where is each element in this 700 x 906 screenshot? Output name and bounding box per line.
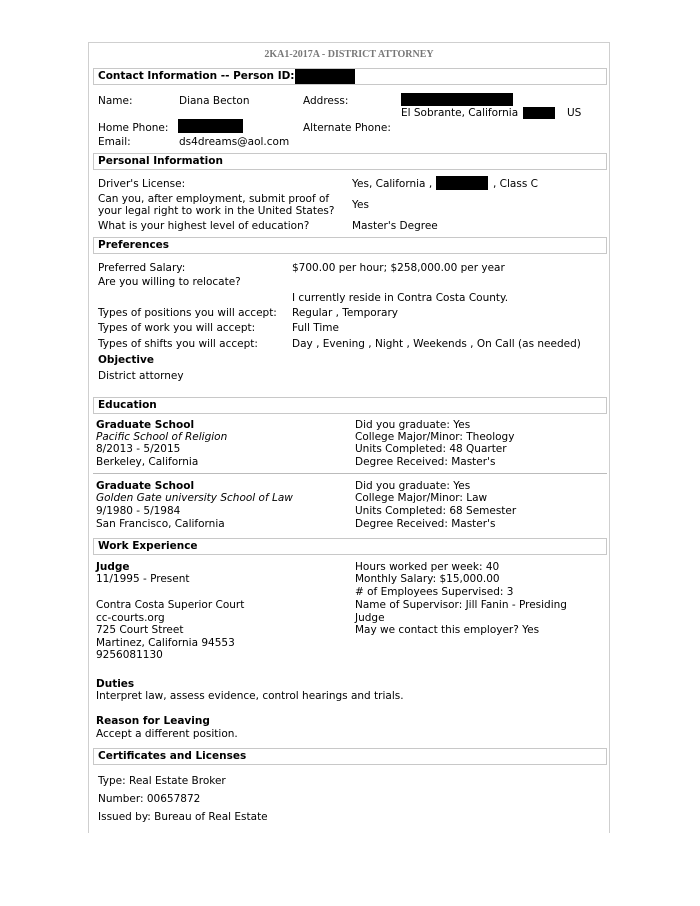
- education-level-label: What is your highest level of education?: [98, 220, 310, 232]
- positions-value: Regular , Temporary: [292, 307, 398, 319]
- personal-section-header: [93, 153, 607, 170]
- education-units: Units Completed: 48 Quarter: [355, 443, 507, 455]
- certificate-number: Number: 00657872: [98, 793, 201, 805]
- education-degree: Degree Received: Master's: [355, 518, 496, 530]
- objective-label: Objective: [98, 354, 154, 366]
- home-phone-label: Home Phone:: [98, 122, 169, 134]
- employer-phone: 9256081130: [96, 649, 163, 661]
- employer-name: Contra Costa Superior Court: [96, 599, 245, 611]
- duties-label: Duties: [96, 678, 135, 690]
- salary-label: Preferred Salary:: [98, 262, 186, 274]
- email-label: Email:: [98, 136, 131, 148]
- employees-supervised: # of Employees Supervised: 3: [355, 586, 514, 598]
- person-id-redaction: [295, 69, 355, 84]
- work-proof-question-line2: your legal right to work in the United States?: [98, 205, 335, 217]
- job-title: Judge: [96, 561, 130, 573]
- work-proof-value: Yes: [352, 199, 369, 211]
- email-value: ds4dreams@aol.com: [179, 136, 290, 148]
- education-divider: [93, 473, 607, 474]
- certificate-issuer: Issued by: Bureau of Real Estate: [98, 811, 268, 823]
- work-type-value: Full Time: [292, 322, 339, 334]
- supervisor-name-line1: Name of Supervisor: Jill Fanin - Presiding: [355, 599, 567, 611]
- drivers-license-suffix: , Class C: [493, 178, 538, 190]
- contact-section-label: Contact Information -- Person ID:: [98, 70, 295, 82]
- monthly-salary: Monthly Salary: $15,000.00: [355, 573, 500, 585]
- hours-per-week: Hours worked per week: 40: [355, 561, 500, 573]
- preferences-section-label: Preferences: [98, 239, 170, 251]
- application-page: [88, 42, 610, 833]
- salary-value: $700.00 per hour; $258,000.00 per year: [292, 262, 505, 274]
- objective-value: District attorney: [98, 370, 184, 382]
- certificates-section-header: [93, 748, 607, 765]
- employer-street: 725 Court Street: [96, 624, 184, 636]
- personal-section-label: Personal Information: [98, 155, 223, 167]
- education-major: College Major/Minor: Theology: [355, 431, 515, 443]
- name-label: Name:: [98, 95, 133, 107]
- education-location: San Francisco, California: [96, 518, 225, 530]
- employer-website: cc-courts.org: [96, 612, 165, 624]
- education-graduated: Did you graduate: Yes: [355, 419, 471, 431]
- positions-label: Types of positions you will accept:: [98, 307, 277, 319]
- address-label: Address:: [303, 95, 349, 107]
- shifts-value: Day , Evening , Night , Weekends , On Call (as needed): [292, 338, 581, 350]
- education-major: College Major/Minor: Law: [355, 492, 488, 504]
- work-section-header: [93, 538, 607, 555]
- education-dates: 8/2013 - 5/2015: [96, 443, 181, 455]
- certificates-section-label: Certificates and Licenses: [98, 750, 247, 762]
- education-units: Units Completed: 68 Semester: [355, 505, 517, 517]
- address-zip-redaction: [523, 107, 555, 119]
- reason-for-leaving-value: Accept a different position.: [96, 728, 238, 740]
- alternate-phone-label: Alternate Phone:: [303, 122, 391, 134]
- reason-for-leaving-label: Reason for Leaving: [96, 715, 210, 727]
- work-section-label: Work Experience: [98, 540, 198, 552]
- education-section-label: Education: [98, 399, 157, 411]
- preferences-section-header: [93, 237, 607, 254]
- work-proof-question-line1: Can you, after employment, submit proof of: [98, 193, 330, 205]
- education-level-value: Master's Degree: [352, 220, 438, 232]
- address-street-redaction: [401, 93, 513, 106]
- relocate-label: Are you willing to relocate?: [98, 276, 241, 288]
- address-city: El Sobrante, California: [401, 107, 519, 119]
- document-title: 2KA1-2017A - DISTRICT ATTORNEY: [264, 49, 434, 60]
- education-dates: 9/1980 - 5/1984: [96, 505, 181, 517]
- supervisor-name-line2: Judge: [355, 612, 385, 624]
- drivers-license-prefix: Yes, California ,: [352, 178, 433, 190]
- education-level: Graduate School: [96, 480, 195, 492]
- education-school: Pacific School of Religion: [96, 431, 228, 443]
- education-graduated: Did you graduate: Yes: [355, 480, 471, 492]
- certificate-type: Type: Real Estate Broker: [98, 775, 226, 787]
- employer-city: Martinez, California 94553: [96, 637, 235, 649]
- name-value: Diana Becton: [179, 95, 250, 107]
- shifts-label: Types of shifts you will accept:: [98, 338, 258, 350]
- education-section-header: [93, 397, 607, 414]
- education-location: Berkeley, California: [96, 456, 199, 468]
- education-school: Golden Gate university School of Law: [96, 492, 293, 504]
- duties-value: Interpret law, assess evidence, control hearings and trials.: [96, 690, 404, 702]
- drivers-license-redaction: [436, 176, 488, 190]
- work-type-label: Types of work you will accept:: [98, 322, 256, 334]
- relocate-value: I currently reside in Contra Costa County.: [292, 292, 509, 304]
- address-country: US: [567, 107, 582, 119]
- education-degree: Degree Received: Master's: [355, 456, 496, 468]
- job-dates: 11/1995 - Present: [96, 573, 190, 585]
- education-level: Graduate School: [96, 419, 195, 431]
- home-phone-redaction: [178, 119, 243, 133]
- contact-employer: May we contact this employer? Yes: [355, 624, 540, 636]
- drivers-license-label: Driver's License:: [98, 178, 186, 190]
